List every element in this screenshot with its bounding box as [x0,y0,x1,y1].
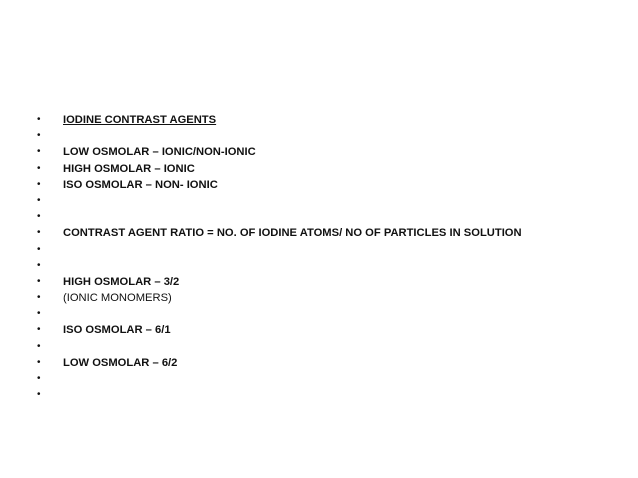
bullet-list [37,112,617,403]
list-item [37,161,617,177]
list-item [37,128,617,144]
list-item [37,322,617,338]
list-item [37,112,617,128]
bullet-icon: • [37,162,41,174]
list-item [37,209,617,225]
list-item [37,387,617,403]
list-item-text: LOW OSMOLAR – IONIC/NON-IONIC [63,146,256,159]
bullet-icon: • [37,178,41,190]
bullet-icon: • [37,114,41,125]
bullet-icon: • [37,146,41,158]
list-item-text: HIGH OSMOLAR – IONIC [63,162,195,175]
list-item [37,274,617,290]
list-item [37,225,617,241]
list-item [37,371,617,387]
list-item-text: (IONIC MONOMERS) [63,292,172,305]
list-item [37,193,617,209]
list-item-text: CONTRAST AGENT RATIO = NO. OF IODINE ATOMS/ NO OF PARTICLES IN SOLUTION [63,227,522,240]
list-item-text: ISO OSMOLAR – NON- IONIC [63,178,218,191]
bullet-icon: • [37,211,41,223]
list-item [37,177,617,193]
bullet-icon: • [37,292,41,304]
bullet-icon: • [37,259,41,271]
list-item [37,339,617,355]
list-item [37,290,617,306]
list-item [37,258,617,274]
bullet-icon: • [37,324,41,336]
bullet-icon: • [37,194,41,206]
list-item [37,144,617,160]
bullet-icon: • [37,275,41,287]
bullet-icon: • [37,373,41,384]
bullet-icon: • [37,243,41,255]
list-item [37,306,617,322]
bullet-icon: • [37,356,41,368]
bullet-icon: • [37,130,41,142]
list-item [37,242,617,258]
list-item [37,355,617,371]
list-item-text: LOW OSMOLAR – 6/2 [63,356,178,369]
bullet-icon: • [37,389,41,401]
bullet-icon: • [37,340,41,352]
bullet-icon: • [37,308,41,320]
list-item-text: ISO OSMOLAR – 6/1 [63,324,171,337]
list-item-text: HIGH OSMOLAR – 3/2 [63,275,180,288]
slide-heading: IODINE CONTRAST AGENTS [63,114,217,126]
bullet-icon: • [37,227,41,239]
